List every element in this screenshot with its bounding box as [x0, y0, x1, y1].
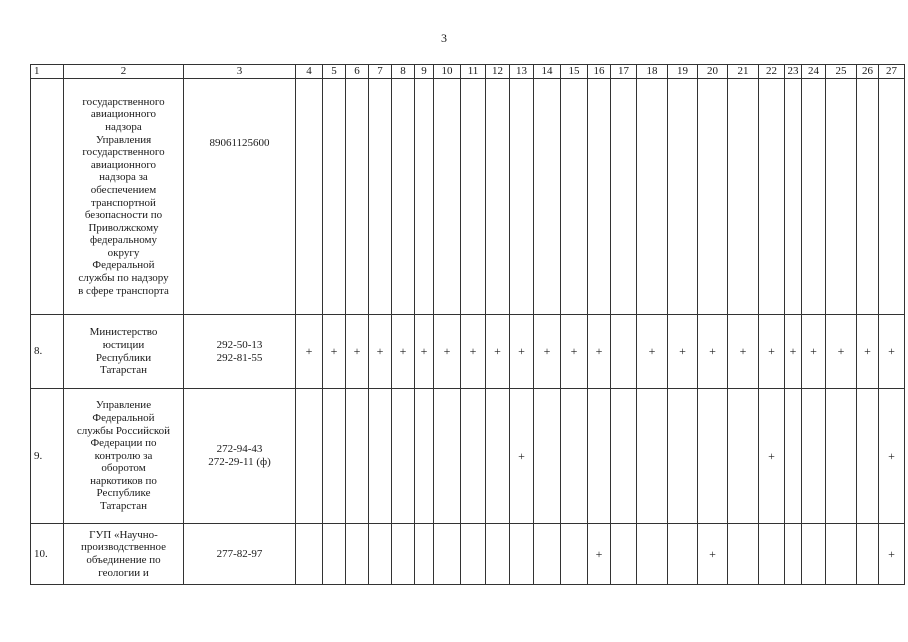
- mark-cell: +: [510, 389, 534, 524]
- header-cell: 17: [611, 65, 637, 79]
- mark-cell: [879, 79, 905, 315]
- mark-cell: [785, 389, 802, 524]
- mark-cell: [728, 79, 759, 315]
- mark-cell: +: [879, 389, 905, 524]
- name-line: наркотиков по: [90, 474, 157, 487]
- mark-cell: [728, 524, 759, 585]
- phone-line: 277-82-97: [216, 547, 263, 560]
- mark-cell: [857, 524, 879, 585]
- name-line: Федерации по: [90, 437, 157, 450]
- mark-cell: [323, 389, 346, 524]
- mark-cell: +: [785, 315, 802, 389]
- mark-cell: [561, 79, 588, 315]
- mark-cell: [802, 524, 826, 585]
- mark-cell: [486, 524, 510, 585]
- name-line: надзора: [105, 120, 142, 133]
- mark-cell: +: [415, 315, 434, 389]
- name-line: надзора за: [99, 171, 148, 184]
- phone-line: 272-94-43: [216, 443, 263, 456]
- mark-cell: +: [534, 315, 561, 389]
- name-line: федеральному: [90, 234, 157, 247]
- name-line: контролю за: [94, 449, 153, 462]
- mark-cell: [611, 79, 637, 315]
- mark-cell: [534, 79, 561, 315]
- mark-cell: +: [588, 315, 611, 389]
- mark-cell: +: [728, 315, 759, 389]
- mark-cell: +: [510, 315, 534, 389]
- organization-name: [64, 524, 184, 585]
- name-line: Татарстан: [100, 364, 147, 377]
- mark-cell: [611, 524, 637, 585]
- mark-cell: [392, 79, 415, 315]
- header-cell: 13: [510, 65, 534, 79]
- header-cell: 26: [857, 65, 879, 79]
- name-line: округу: [107, 246, 140, 259]
- name-line: авиационного: [90, 158, 157, 171]
- mark-cell: [668, 524, 698, 585]
- phone-number: [184, 524, 296, 585]
- mark-cell: [588, 389, 611, 524]
- mark-cell: [323, 524, 346, 585]
- mark-cell: [561, 524, 588, 585]
- table-row: [31, 389, 905, 524]
- mark-cell: +: [698, 315, 728, 389]
- mark-cell: +: [879, 524, 905, 585]
- mark-cell: [486, 389, 510, 524]
- mark-cell: [346, 79, 369, 315]
- header-cell: 22: [759, 65, 785, 79]
- name-line: государственного: [82, 95, 165, 108]
- mark-cell: [434, 524, 461, 585]
- name-line: государственного: [82, 146, 165, 159]
- mark-cell: +: [296, 315, 323, 389]
- mark-cell: +: [826, 315, 857, 389]
- organization-name: [64, 79, 184, 315]
- mark-cell: [637, 524, 668, 585]
- mark-cell: [323, 79, 346, 315]
- name-line: объединение по: [86, 554, 161, 566]
- mark-cell: +: [323, 315, 346, 389]
- organization-name: [64, 315, 184, 389]
- phone-number: [184, 79, 296, 315]
- header-cell: 3: [184, 65, 296, 79]
- mark-cell: [369, 524, 392, 585]
- row-number: [31, 79, 64, 315]
- mark-cell: +: [588, 524, 611, 585]
- name-line: Министерство: [89, 326, 158, 339]
- mark-cell: +: [668, 315, 698, 389]
- header-cell: 16: [588, 65, 611, 79]
- mark-cell: +: [637, 315, 668, 389]
- mark-cell: [698, 79, 728, 315]
- organization-name: [64, 389, 184, 524]
- mark-cell: [857, 79, 879, 315]
- header-cell: 2: [64, 65, 184, 79]
- header-cell: 6: [346, 65, 369, 79]
- name-line: в сфере транспорта: [78, 284, 169, 297]
- mark-cell: [369, 389, 392, 524]
- mark-cell: [611, 389, 637, 524]
- mark-cell: [461, 79, 486, 315]
- name-line: оборотом: [101, 462, 146, 475]
- table-row: [31, 524, 905, 585]
- mark-cell: [588, 79, 611, 315]
- mark-cell: [296, 79, 323, 315]
- mark-cell: +: [392, 315, 415, 389]
- header-cell: 8: [392, 65, 415, 79]
- name-line: Федеральной: [92, 411, 155, 424]
- mark-cell: [369, 79, 392, 315]
- mark-cell: [296, 389, 323, 524]
- mark-cell: [785, 79, 802, 315]
- mark-cell: [826, 524, 857, 585]
- mark-cell: +: [857, 315, 879, 389]
- mark-cell: [461, 389, 486, 524]
- phone-line: 292-81-55: [216, 351, 263, 364]
- header-cell: 21: [728, 65, 759, 79]
- name-line: Управление: [95, 399, 152, 412]
- row-number: 10.: [31, 524, 64, 585]
- mark-cell: [561, 389, 588, 524]
- mark-cell: [759, 524, 785, 585]
- header-cell: 12: [486, 65, 510, 79]
- name-line: обеспечением: [90, 183, 157, 196]
- mark-cell: [728, 389, 759, 524]
- mark-cell: [668, 389, 698, 524]
- name-line: безопасности по: [84, 209, 163, 222]
- mark-cell: +: [759, 389, 785, 524]
- name-line: авиационного: [90, 108, 157, 121]
- mark-cell: [510, 524, 534, 585]
- mark-cell: [802, 389, 826, 524]
- mark-cell: [415, 389, 434, 524]
- name-line: Татарстан: [100, 500, 147, 513]
- header-cell: 23: [785, 65, 802, 79]
- mark-cell: [346, 389, 369, 524]
- name-line: Управления: [95, 133, 152, 146]
- mark-cell: [668, 79, 698, 315]
- name-line: ГУП «Научно-: [89, 528, 158, 541]
- mark-cell: +: [461, 315, 486, 389]
- name-line: службы Российской: [76, 424, 171, 437]
- mark-cell: [346, 524, 369, 585]
- mark-cell: +: [802, 315, 826, 389]
- page-number: 3: [441, 31, 447, 45]
- mark-cell: [637, 79, 668, 315]
- table-row: [31, 79, 905, 315]
- mark-cell: [857, 389, 879, 524]
- mark-cell: [534, 524, 561, 585]
- name-line: транспортной: [91, 196, 156, 209]
- mark-cell: [785, 524, 802, 585]
- phone-line: 292-50-13: [216, 338, 263, 351]
- mark-cell: [415, 524, 434, 585]
- mark-cell: +: [369, 315, 392, 389]
- mark-cell: +: [346, 315, 369, 389]
- mark-cell: [802, 79, 826, 315]
- mark-cell: +: [561, 315, 588, 389]
- header-cell: 25: [826, 65, 857, 79]
- phone-line: 89061125600: [209, 137, 270, 149]
- header-cell: 11: [461, 65, 486, 79]
- header-cell: 5: [323, 65, 346, 79]
- mark-cell: [434, 389, 461, 524]
- name-line: Приволжскому: [88, 221, 159, 234]
- phone-line: 272-29-11 (ф): [208, 456, 271, 468]
- name-line: юстиции: [102, 338, 145, 351]
- mark-cell: [826, 389, 857, 524]
- name-line: службы по надзору: [78, 272, 169, 285]
- mark-cell: [434, 79, 461, 315]
- name-line: Федеральной: [92, 259, 155, 272]
- header-row: [31, 65, 905, 79]
- mark-cell: [534, 389, 561, 524]
- mark-cell: [637, 389, 668, 524]
- mark-cell: [698, 389, 728, 524]
- header-cell: 1: [31, 65, 64, 79]
- mark-cell: [611, 315, 637, 389]
- phone-number: [184, 389, 296, 524]
- name-line: Республики: [95, 351, 152, 364]
- mark-cell: +: [698, 524, 728, 585]
- mark-cell: +: [879, 315, 905, 389]
- header-cell: 7: [369, 65, 392, 79]
- mark-cell: [461, 524, 486, 585]
- mark-cell: [392, 389, 415, 524]
- mark-cell: [759, 79, 785, 315]
- header-cell: 10: [434, 65, 461, 79]
- data-table: [30, 64, 905, 585]
- name-line: Республике: [96, 487, 151, 500]
- mark-cell: [510, 79, 534, 315]
- header-cell: 27: [879, 65, 905, 79]
- name-line: геологии и: [98, 566, 149, 579]
- phone-number: [184, 315, 296, 389]
- mark-cell: [392, 524, 415, 585]
- row-number: 8.: [31, 315, 64, 389]
- mark-cell: [826, 79, 857, 315]
- mark-cell: +: [759, 315, 785, 389]
- header-cell: 4: [296, 65, 323, 79]
- header-cell: 24: [802, 65, 826, 79]
- row-number: 9.: [31, 389, 64, 524]
- header-cell: 9: [415, 65, 434, 79]
- table-row: [31, 315, 905, 389]
- name-line: производственное: [80, 541, 166, 554]
- mark-cell: +: [434, 315, 461, 389]
- header-cell: 20: [698, 65, 728, 79]
- mark-cell: [296, 524, 323, 585]
- mark-cell: [486, 79, 510, 315]
- mark-cell: [415, 79, 434, 315]
- header-cell: 18: [637, 65, 668, 79]
- header-cell: 19: [668, 65, 698, 79]
- header-cell: 14: [534, 65, 561, 79]
- header-cell: 15: [561, 65, 588, 79]
- mark-cell: +: [486, 315, 510, 389]
